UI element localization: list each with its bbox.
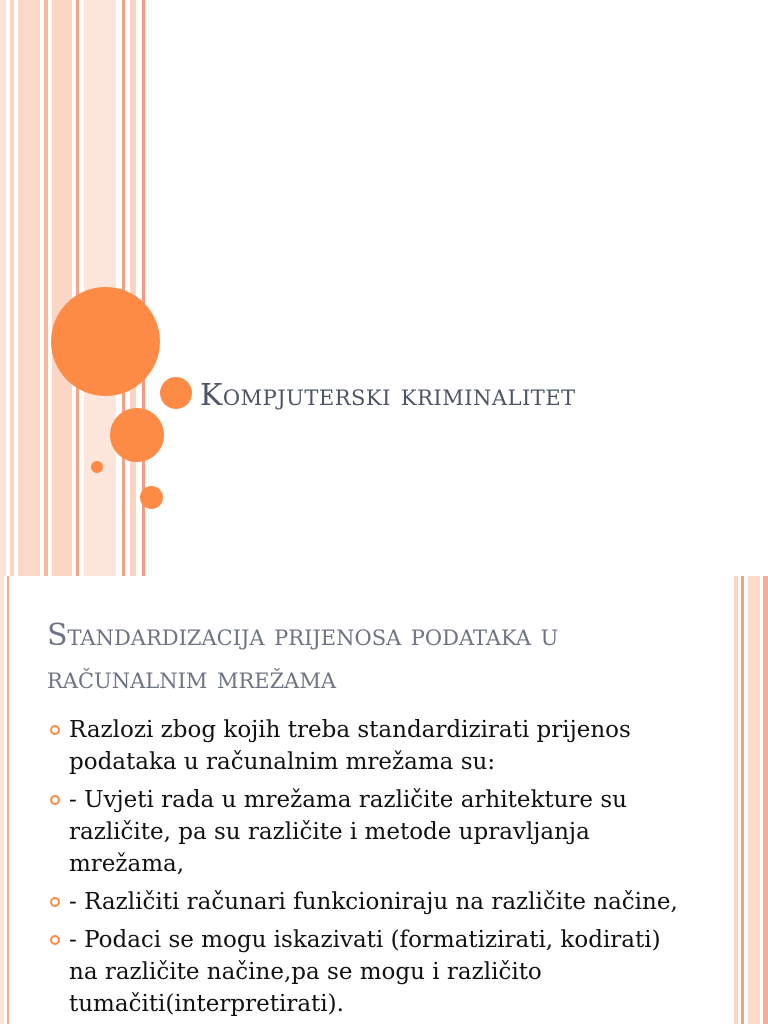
- circle-bullet-icon: [50, 795, 60, 805]
- slide-title: Standardizacija prijenosa podataka u računalnim mrežama: [47, 618, 559, 696]
- decorative-stripe: [10, 0, 14, 576]
- bullet-text: Razlozi zbog kojih treba standardizirati prijenos podataka u računalnim mrežama su:: [69, 717, 631, 775]
- decorative-circle-medium: [110, 408, 164, 462]
- decorative-stripe: [76, 0, 79, 576]
- decorative-stripe: [763, 576, 768, 1024]
- decorative-stripe: [44, 0, 48, 576]
- decorative-stripe: [52, 0, 72, 576]
- decorative-stripe: [734, 576, 738, 1024]
- list-item: [48, 784, 688, 880]
- list-item: [48, 924, 688, 1020]
- bullet-text: - Uvjeti rada u mrežama različite arhitekture su različite, pa su različite i metode upravljanja mrežama,: [69, 787, 627, 877]
- decorative-stripe: [122, 0, 125, 576]
- circle-bullet-icon: [50, 935, 60, 945]
- decorative-stripe: [0, 576, 4, 1024]
- decorative-stripe: [748, 576, 760, 1024]
- bullet-list: [48, 714, 688, 1026]
- slide-title: Kompjuterski kriminalitet: [200, 378, 576, 413]
- circle-bullet-icon: [50, 897, 60, 907]
- list-item: [48, 714, 688, 778]
- bullet-text: - Različiti računari funkcioniraju na različite načine,: [69, 889, 678, 915]
- decorative-stripe: [741, 576, 744, 1024]
- decorative-stripe: [7, 576, 9, 1024]
- decorative-circle-tiny: [91, 461, 103, 473]
- bullet-text: - Podaci se mogu iskazivati (formatizirati, kodirati) na različite načine,pa se mogu i različito tumačiti(interpretirati).: [69, 927, 661, 1017]
- decorative-circle-large: [51, 287, 160, 396]
- decorative-stripe: [0, 0, 6, 576]
- decorative-stripe: [130, 0, 136, 576]
- decorative-circle-small: [140, 486, 163, 509]
- circle-bullet-icon: [50, 725, 60, 735]
- decorative-circle-small: [160, 377, 192, 409]
- list-item: [48, 886, 688, 918]
- decorative-stripe: [18, 0, 40, 576]
